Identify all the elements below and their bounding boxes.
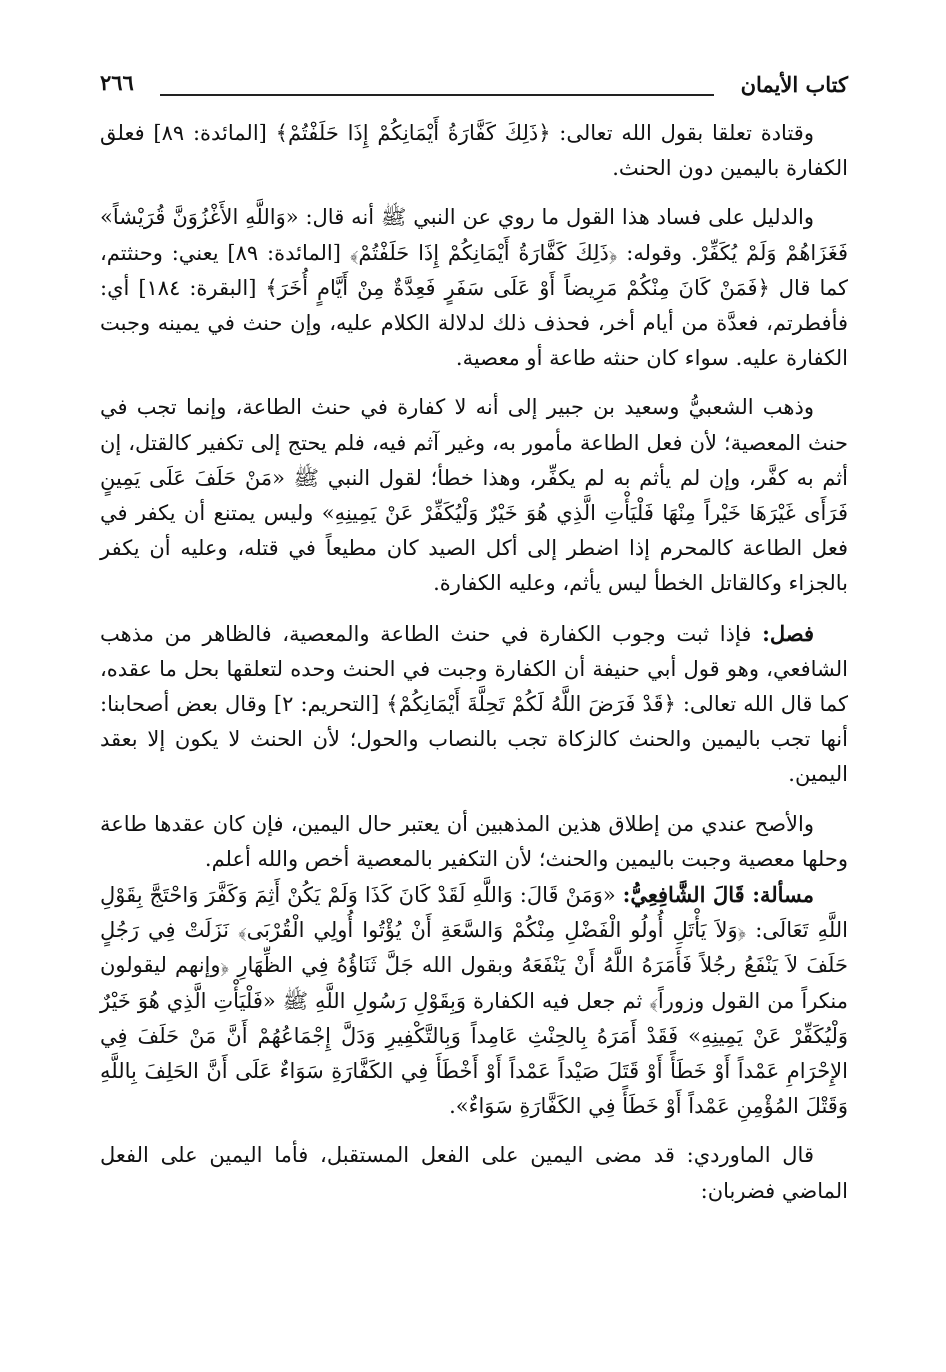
paragraph-text: وقتادة تعلقا بقول الله تعالى: ﴿ذَلِكَ كَفَّارَةُ أَيْمَانِكُمْ إِذَا حَلَفْتُمْ﴾ [المائدة: ٨٩] فعلق الكفارة باليمين دون الحنث. — [100, 121, 848, 181]
paragraph-1 — [100, 116, 848, 186]
page-header — [100, 66, 848, 106]
paragraph-text: والأصح عندي من إطلاق هذين المذهبين أن يعتبر حال اليمين، فإن كان عقدها طاعة وحلها معصية وجبت باليمين والحنث؛ لأن التكفير بالمعصية أخص والله أعلم. — [100, 811, 848, 871]
paragraph-7 — [100, 1138, 848, 1208]
paragraph-text: قال الماوردي: قد مضى اليمين على الفعل المستقبل، فأما اليمين على الفعل الماضي فضربان: — [100, 1143, 848, 1203]
page-body — [100, 116, 848, 1209]
book-title: كتاب الأيمان — [740, 72, 848, 97]
section-lead: فصل: — [762, 620, 814, 646]
paragraph-6 — [100, 877, 848, 1124]
paragraph-2 — [100, 200, 848, 376]
paragraph-text: «وَمَنْ قَالَ: وَاللَّهِ لَقَدْ كَانَ كَذَا وَلَمْ يَكُنْ أَثِمَ وَكَفَّرَ وَاحْتَجَّ بِقَوْلِ اللَّهِ تَعَالَى: ﴿وَلاَ يَأْتَلِ أُولُو الْفَضْلِ مِنْكُمْ وَالسَّعَةِ أَنْ يُؤْتُوا أُولِي الْقُرْبَى﴾ نَزَلَتْ فِي رَجُلٍ حَلَفَ لاَ يَنْفَعُ رجُلاً فَأَمَرَهُ اللَّهُ أَنْ يَنْفَعَهُ وبقول الله جَلَّ ثَنَاؤُهُ فِي الظِّهَارِ ﴿وإنهم ليقولون منكراً من القول وزوراً﴾ ثم جعل فيه الكفارة وَبِقَوْلِ رَسُولِ اللَّهِ ﷺ «فَلْيَأْتِ الَّذِي هُوَ خَيْرٌ وَلْيُكَفِّرْ عَنْ يَمِينِهِ» فَقَدْ أَمَرَهُ بِالحِنْثِ عَامِداً وَبِالتَّكْفِيرِ وَدَلَّ إِجْمَاعُهُمْ أَنَّ مَنْ حَلَفَ فِي الإِحْرَامِ عَمْداً أَوْ خَطَأً أَوْ قَتَلَ صَيْداً عَمْداً أَوْ أَخْطَأَ فِي الكَفَّارَةِ سَوَاءٌ عَلَى أَنَّ الحَلِفَ بِاللَّهِ وَقَتْلَ المُؤْمِنِ عَمْداً أَوْ خَطَأً فِي الكَفَّارَةِ سَوَاءٌ». — [100, 883, 849, 1119]
paragraph-text: فإذا ثبت وجوب الكفارة في حنث الطاعة والمعصية، فالظاهر من مذهب الشافعي، وهو قول أبي حنيفة أن الكفارة وجبت في الحنث وحده لتعلقها بحل ما عقده، كما قال الله تعالى: ﴿قَدْ فَرَضَ اللَّهُ لَكُمْ تَحِلَّةَ أَيْمَانِكُمْ﴾ [التحريم: ٢] وقال بعض أصحابنا: أنها تجب باليمين والحنث كالزكاة تجب بالنصاب والحول؛ لأن الحنث لا يكون إلا بعقد اليمين. — [100, 621, 848, 787]
header-rule — [160, 94, 714, 96]
paragraph-text: وذهب الشعبيُّ وسعيد بن جبير إلى أنه لا كفارة في حنث الطاعة، وإنما تجب في حنث المعصية؛ لأن فعل الطاعة مأمور به، وغير آثم فيه، فلم يحتج إلى تكفير كالقتل، إن أثم به كفَّر، وإن لم يأثم به لم يكفِّر، وهذا خطأ؛ لقول النبي ﷺ «مَنْ حَلَفَ عَلَى يَمِينٍ فَرَأَى غَيْرَهَا خَيْراً مِنْهَا فَلْيَأْتِ الَّذِي هُوَ خَيْرٌ وَلْيُكَفِّرْ عَنْ يَمِينِهِ» وليس يمتنع أن يكفر في فعل الطاعة كالمحرم إذا اضطر إلى أكل الصيد كان مطيعاً في قتله، وعليه أن يكفر بالجزاء وكالقاتل الخطأ ليس يأثم، وعليه الكفارة. — [100, 395, 848, 596]
page-number: ٢٦٦ — [100, 70, 134, 95]
paragraph-4 — [100, 616, 848, 793]
paragraph-5 — [100, 807, 848, 877]
paragraph-text: والدليل على فساد هذا القول ما روي عن النبي ﷺ أنه قال: «وَاللَّهِ الأَغْزُوَنَّ قُرَيْشاً» فَغَزَاهُمْ وَلَمْ يُكَفِّرْ. وقوله: ﴿ذَلِكَ كَفَّارَةُ أَيْمَانِكُمْ إِذَا حَلَفْتُمْ﴾ [المائدة: ٨٩] يعني: وحنثتم، كما قال ﴿فَمَنْ كَانَ مِنْكُمْ مَرِيضاً أَوْ عَلَى سَفَرٍ فَعِدَّةٌ مِنْ أَيَّامٍ أُخَرَ﴾ [البقرة: ١٨٤] أي: فأفطرتم، فعدَّة من أيام أخر، فحذف ذلك لدلالة الكلام عليه، وإن حنث في يمينه وجبت الكفارة عليه. سواء كان حنثه طاعة أو معصية. — [100, 205, 848, 371]
paragraph-3 — [100, 390, 848, 601]
issue-lead: مسألة: قَالَ الشَّافِعِيُّ: — [622, 882, 814, 908]
